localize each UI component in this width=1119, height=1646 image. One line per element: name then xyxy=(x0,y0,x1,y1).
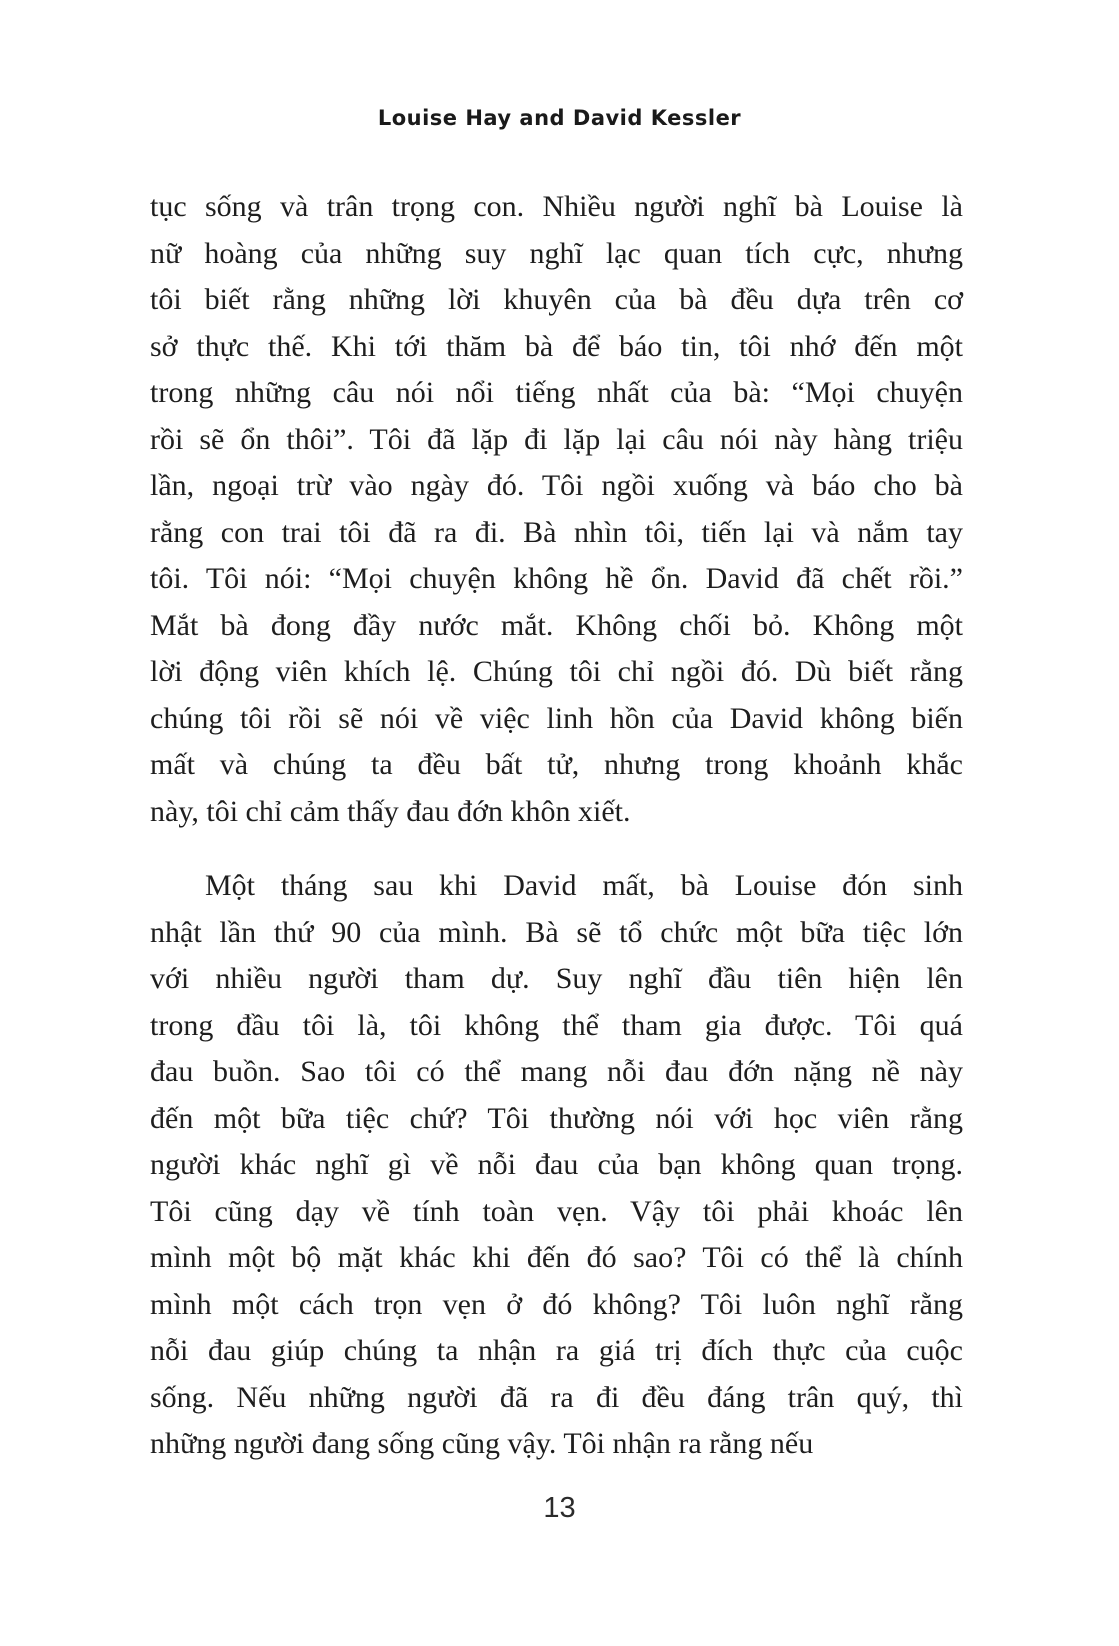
text-line: tôi biết rằng những lời khuyên của bà đều dựa trên cơ xyxy=(150,283,963,316)
text-line: mất và chúng ta đều bất tử, nhưng trong khoảnh khắc xyxy=(150,748,963,781)
text-line: Một tháng sau khi David mất, bà Louise đón sinh xyxy=(205,869,963,902)
text-line: chúng tôi rồi sẽ nói về việc linh hồn của David không biến xyxy=(150,701,963,735)
text-line: nhật lần thứ 90 của mình. Bà sẽ tổ chức một bữa tiệc lớn xyxy=(150,915,963,949)
text-line: lần, ngoại trừ vào ngày đó. Tôi ngồi xuống và báo cho bà xyxy=(150,469,963,502)
text-line: người khác nghĩ gì về nỗi đau của bạn không quan trọng. xyxy=(150,1148,963,1181)
text-line: những người đang sống cũng vậy. Tôi nhận ra rằng nếu xyxy=(150,1427,814,1460)
text-line: đau buồn. Sao tôi có thể mang nỗi đau đớn nặng nề này xyxy=(150,1055,963,1088)
running-header: Louise Hay and David Kessler xyxy=(377,106,742,130)
text-line: nữ hoàng của những suy nghĩ lạc quan tích cực, nhưng xyxy=(150,236,963,270)
text-line: đến một bữa tiệc chứ? Tôi thường nói với học viên rằng xyxy=(150,1101,963,1135)
text-line: rằng con trai tôi đã ra đi. Bà nhìn tôi, tiến lại và nắm tay xyxy=(150,515,963,549)
text-block xyxy=(150,184,963,1468)
text-line: mình một bộ mặt khác khi đến đó sao? Tôi có thể là chính xyxy=(150,1241,963,1274)
text-line: Mắt bà đong đầy nước mắt. Không chối bỏ. Không một xyxy=(150,608,963,642)
text-line: rồi sẽ ổn thôi”. Tôi đã lặp đi lặp lại câu nói này hàng triệu xyxy=(150,422,963,456)
text-line: nỗi đau giúp chúng ta nhận ra giá trị đích thực của cuộc xyxy=(150,1334,963,1367)
text-line: sống. Nếu những người đã ra đi đều đáng trân quý, thì xyxy=(150,1380,963,1414)
text-line: tục sống và trân trọng con. Nhiều người nghĩ bà Louise là xyxy=(150,190,963,223)
paragraph xyxy=(150,184,963,835)
text-line: sở thực thế. Khi tới thăm bà để báo tin, tôi nhớ đến một xyxy=(150,329,963,363)
text-line: trong đầu tôi là, tôi không thể tham gia được. Tôi quá xyxy=(150,1008,963,1042)
text-line: lời động viên khích lệ. Chúng tôi chỉ ngồi đó. Dù biết rằng xyxy=(150,655,963,688)
text-line: tôi. Tôi nói: “Mọi chuyện không hề ổn. David đã chết rồi.” xyxy=(150,562,963,595)
text-line: này, tôi chỉ cảm thấy đau đớn khôn xiết. xyxy=(150,794,631,828)
text-line: Tôi cũng dạy về tính toàn vẹn. Vậy tôi phải khoác lên xyxy=(150,1194,963,1228)
text-line: với nhiều người tham dự. Suy nghĩ đầu tiên hiện lên xyxy=(150,962,963,995)
page-number: 13 xyxy=(543,1492,576,1524)
paragraph xyxy=(150,863,963,1468)
text-line: trong những câu nói nổi tiếng nhất của bà: “Mọi chuyện xyxy=(150,376,963,409)
text-line: mình một cách trọn vẹn ở đó không? Tôi luôn nghĩ rằng xyxy=(150,1287,963,1321)
